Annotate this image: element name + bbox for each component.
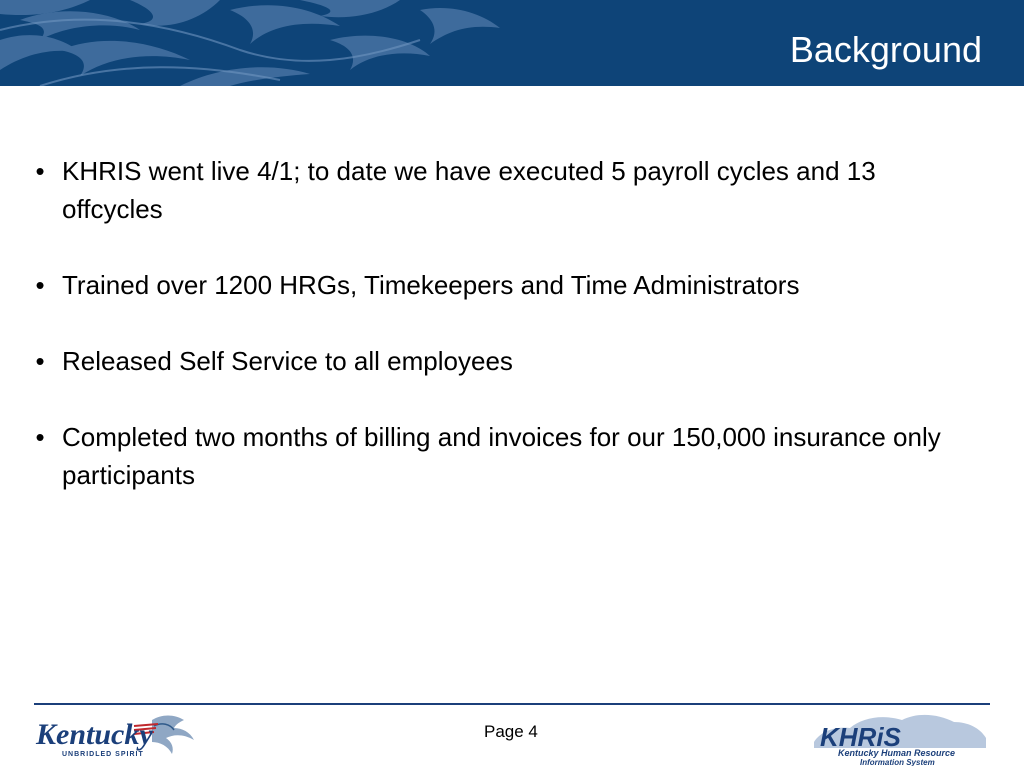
bullet-marker: •	[35, 422, 45, 452]
bullet-item	[30, 342, 980, 380]
bullet-marker: •	[35, 156, 45, 186]
kentucky-logo-graphic	[34, 712, 199, 758]
page-number: Page 4	[484, 722, 538, 741]
bullet-text: Completed two months of billing and invoices for our 150,000 insurance only participants	[62, 422, 941, 490]
kentucky-logo-text: Kentucky	[36, 718, 153, 751]
khris-tagline-line2: Information System	[860, 758, 935, 766]
khris-logo-text: KHRiS	[820, 722, 901, 752]
bullet-marker: •	[35, 270, 45, 300]
decorative-swirl-graphic	[0, 0, 560, 86]
bullet-item	[30, 418, 980, 494]
bullet-item	[30, 152, 980, 228]
bullet-list	[30, 152, 980, 532]
bullet-item	[30, 266, 980, 304]
khris-logo	[798, 708, 994, 768]
kentucky-logo	[34, 712, 199, 763]
kentucky-tagline-text: UNBRIDLED SPIRIT	[62, 751, 144, 758]
bullet-text: Released Self Service to all employees	[62, 346, 513, 376]
header-banner	[0, 0, 1024, 86]
khris-logo-graphic	[798, 708, 994, 766]
khris-tagline-line1: Kentucky Human Resource	[838, 748, 956, 758]
footer-divider	[34, 703, 990, 705]
bullet-marker: •	[35, 346, 45, 376]
bullet-text: KHRIS went live 4/1; to date we have executed 5 payroll cycles and 13 offcycles	[62, 156, 876, 224]
bullet-text: Trained over 1200 HRGs, Timekeepers and Time Administrators	[62, 270, 800, 300]
slide-title: Background	[789, 29, 982, 70]
